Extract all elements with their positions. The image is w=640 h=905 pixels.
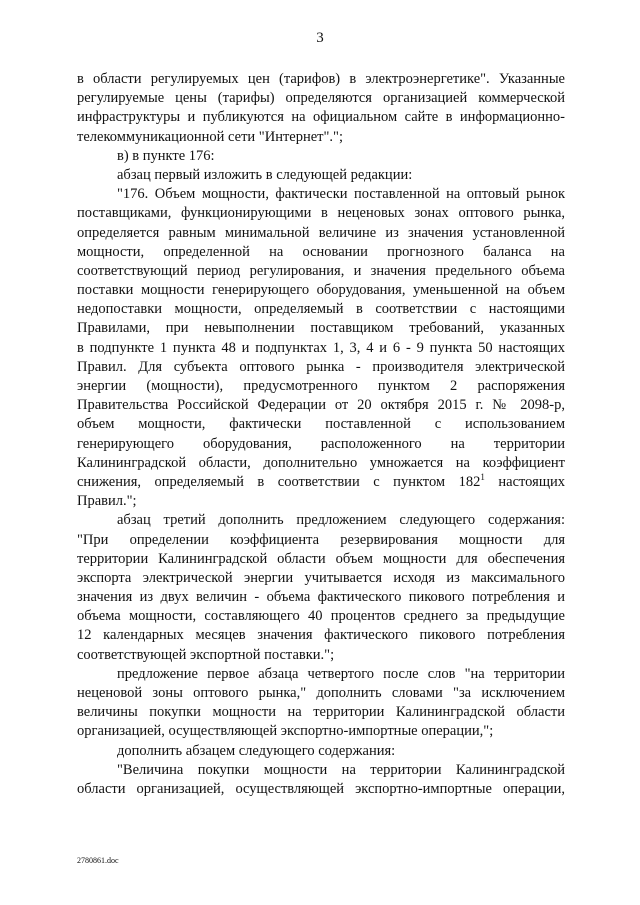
document-body	[77, 70, 565, 799]
superscript: 1	[480, 472, 485, 483]
text-line: Правил. Для субъекта оптового рынка - производителя электрической	[77, 358, 565, 375]
text-line: регулируемые цены (тарифы) определяются организацией коммерческой	[77, 90, 565, 107]
text-line: соответствующей экспортной поставки.";	[77, 646, 335, 663]
text-line: в области регулируемых цен (тарифов) в электроэнергетике". Указанные	[77, 71, 565, 87]
text-line	[77, 473, 565, 492]
text-line: Правилами, при невыполнении поставщиком требований, указанных	[77, 320, 565, 337]
text-line: Калининградской области, дополнительно умножается на коэффициент	[77, 454, 565, 471]
text-line: абзац третий дополнить предложением следующего содержания:	[117, 512, 565, 529]
text-line: "При определении коэффициента резервирования мощности для	[77, 531, 565, 548]
text-line: мощности, определенной на основании прогнозного баланса на	[77, 243, 565, 260]
text-line: Правил.";	[77, 493, 137, 510]
text-line: Правительства Российской Федерации от 20 октября 2015 г. № 2098-р,	[77, 397, 565, 414]
text-line: "Величина покупки мощности на территории Калининградской	[117, 761, 565, 778]
text-line: поставки мощности генерирующего оборудования, уменьшенной на объем	[77, 282, 565, 299]
text-line: объем мощности, фактически поставленной с использованием	[77, 416, 565, 433]
page-number: 3	[316, 30, 324, 46]
text-line: предложение первое абзаца четвертого после слов "на территории	[117, 665, 565, 682]
text-line: дополнить абзацем следующего содержания:	[117, 742, 396, 759]
text-line: энергии (мощности), предусмотренного пунктом 2 распоряжения	[77, 378, 565, 394]
text-line: значения из двух величин - объема фактического пикового потребления и	[77, 589, 565, 606]
text-line: объема мощности, составляющего 40 процентов среднего за предыдущие	[77, 608, 565, 625]
text-line: организацией, осуществляющей экспортно-импортные операции,";	[77, 723, 494, 740]
footer-file-name: 2780861.doc	[77, 856, 119, 865]
text-line: в подпункте 1 пункта 48 и подпунктах 1, 3, 4 и 6 - 9 пункта 50 настоящих	[77, 339, 565, 356]
text-line: соответствующий период регулирования, и значения предельного объема	[77, 262, 565, 279]
text-line: инфраструктуры и публикуются на официальном сайте в информационно-	[77, 109, 565, 126]
text-line: генерирующего оборудования, расположенного на территории	[77, 435, 565, 452]
text-line: недопоставки мощности, определяемый в соответствии с настоящими	[77, 301, 565, 318]
text-line: неценовой зоны оптового рынка," дополнить словами "за исключением	[77, 685, 565, 701]
text-line: области организацией, осуществляющей экспортно-импортные операции,	[77, 780, 565, 797]
text-line: территории Калининградской области объем мощности для обеспечения	[77, 550, 565, 567]
text-line-part: снижения, определяемый в соответствии с пунктом 182	[77, 473, 481, 490]
text-line: 12 календарных месяцев значения фактического пикового потребления	[77, 627, 565, 644]
text-line: абзац первый изложить в следующей редакции:	[117, 166, 413, 183]
text-line: экспорта электрической энергии учитывается исходя из максимального	[77, 569, 565, 586]
text-line: величины покупки мощности на территории Калининградской области	[77, 704, 565, 721]
text-line: телекоммуникационной сети "Интернет".";	[77, 128, 343, 145]
text-line: в) в пункте 176:	[117, 147, 215, 164]
text-line: "176. Объем мощности, фактически поставленной на оптовый рынок	[117, 186, 565, 203]
text-line: поставщиками, функционирующими в неценовых зонах оптового рынка,	[77, 205, 565, 222]
text-line-part: настоящих	[484, 473, 565, 490]
text-line: определяется равным минимальной величине из значения установленной	[77, 224, 565, 241]
